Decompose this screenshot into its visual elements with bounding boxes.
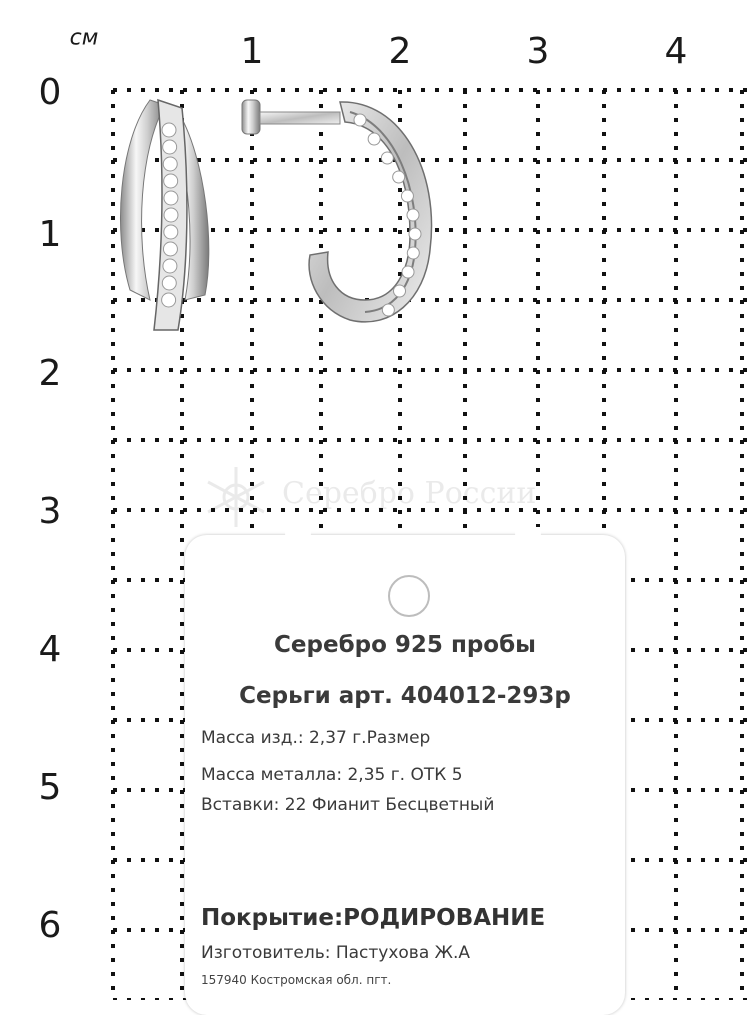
gem-stone [402, 266, 414, 278]
tag-mass-metal: Масса металла: 2,35 г. ОТК 5 [201, 765, 463, 785]
watermark-text: Серебро России [282, 476, 537, 511]
tag-address: 157940 Костромская обл. пгт. [201, 973, 392, 987]
gem-stone [162, 293, 176, 307]
gem-stone [381, 152, 393, 164]
tag-metal-title: Серебро 925 пробы [274, 632, 536, 658]
gem-stone [354, 114, 366, 126]
tag-notch-left [285, 527, 311, 543]
gem-stone [162, 123, 176, 137]
ruler-x-label-4: 4 [664, 31, 688, 72]
gem-stone [163, 259, 177, 273]
ruler-unit-label: см [69, 25, 99, 51]
gem-stone [163, 242, 177, 256]
ruler-y-label-2: 2 [38, 353, 62, 394]
tag-hole [388, 575, 430, 617]
gem-stone [409, 228, 421, 240]
tag-coating: Покрытие:РОДИРОВАНИЕ [201, 905, 546, 931]
gem-stone [382, 304, 394, 316]
gem-stone [394, 285, 406, 297]
earring-side-view [242, 100, 432, 322]
tag-notch-right [515, 527, 541, 543]
gem-stone [164, 191, 178, 205]
gem-stone [164, 174, 178, 188]
gem-stone [393, 171, 405, 183]
gem-stone [368, 133, 380, 145]
earring-front-view [120, 100, 208, 330]
gem-stone [407, 247, 419, 259]
gem-stone [163, 140, 177, 154]
ruler-y-label-0: 0 [38, 72, 62, 113]
product-tag [185, 535, 625, 1015]
ruler-x-label-1: 1 [240, 31, 264, 72]
ruler-y-label-3: 3 [38, 491, 62, 532]
gem-stone [164, 225, 178, 239]
gem-stone [164, 208, 178, 222]
tag-article-title: Серьги арт. 404012-293р [239, 683, 571, 709]
gem-stone [401, 190, 413, 202]
ruler-y-label-5: 5 [38, 767, 62, 808]
ruler-y-label-1: 1 [38, 214, 62, 255]
gem-stone [163, 157, 177, 171]
tag-inserts: Вставки: 22 Фианит Бесцветный [201, 795, 495, 815]
gem-stone [162, 276, 176, 290]
gem-stone [407, 209, 419, 221]
tag-mass-item: Масса изд.: 2,37 г.Размер [201, 728, 431, 748]
ruler-x-label-3: 3 [526, 31, 550, 72]
ruler-y-label-6: 6 [38, 905, 62, 946]
ruler-y-label-4: 4 [38, 629, 62, 670]
tag-manufacturer: Изготовитель: Пастухова Ж.А [201, 943, 470, 963]
ruler-x-label-2: 2 [388, 31, 412, 72]
